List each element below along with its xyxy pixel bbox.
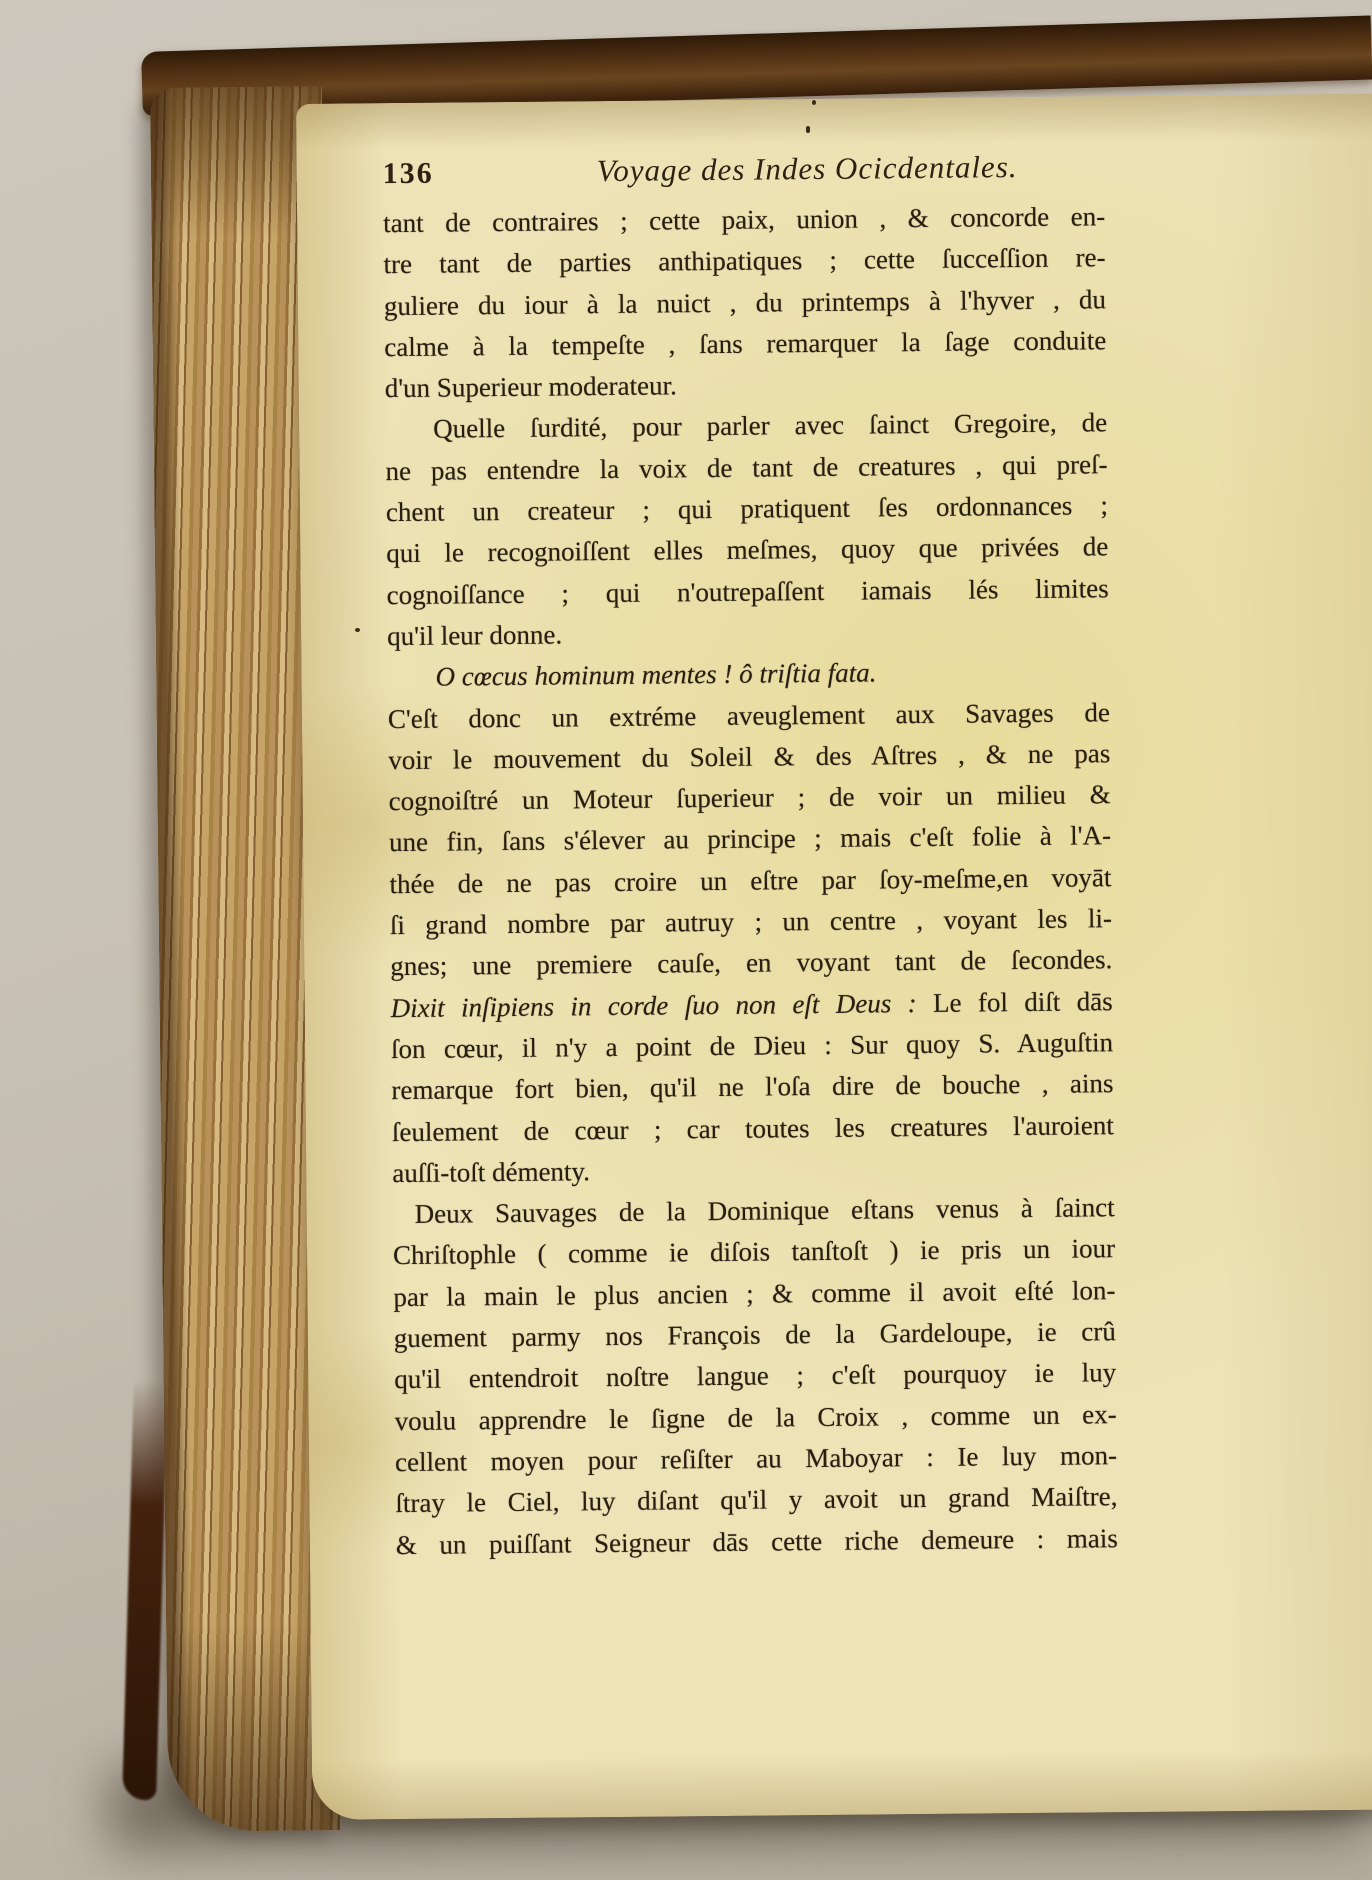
- text-line: [390, 981, 1112, 1029]
- text-segment: ſeulement de cœur ; car toutes les creatures l'auroient: [391, 1109, 1114, 1147]
- text-segment: guement parmy nos François de la Gardeloupe, ie crû: [393, 1316, 1116, 1354]
- text-line: [389, 774, 1111, 822]
- text-line: [395, 1435, 1117, 1483]
- text-line: [389, 816, 1111, 864]
- text-line: [387, 609, 1109, 657]
- text-line: [393, 1229, 1115, 1277]
- text-line: [388, 733, 1110, 781]
- ink-speck: [812, 100, 816, 105]
- text-line: [390, 898, 1112, 946]
- text-segment: Chriſtophle ( comme ie diſois tanſtoſt ) ie pris un iour: [392, 1233, 1116, 1271]
- text-line: [396, 1518, 1118, 1566]
- text-segment: cognoiſtré un Moteur ſuperieur ; de voir un milieu &: [388, 779, 1111, 817]
- book-cover-sliver: [122, 1380, 168, 1801]
- text-segment: une fin, ſans s'élever au principe ; mais c'eſt folie à l'A-: [388, 820, 1112, 858]
- text-segment: guliere du iour à la nuict , du printemps à l'hyver , du: [383, 283, 1107, 321]
- text-segment: calme à la tempeſte , ſans remarquer la ſage conduite: [384, 325, 1107, 363]
- text-segment: gnes; une premiere cauſe, en voyant tant de ſecondes.: [390, 944, 1113, 982]
- text-segment: Deux Sauvages de la Dominique eſtans venus à ſainct: [414, 1192, 1115, 1230]
- text-line: [385, 403, 1107, 451]
- text-line: [387, 650, 1109, 698]
- text-segment: par la main le plus ancien ; & comme il avoit eſté lon-: [393, 1274, 1116, 1312]
- text-line: [395, 1476, 1117, 1524]
- text-segment: voulu apprendre le ſigne de la Croix , comme un ex-: [394, 1398, 1117, 1436]
- text-line: [385, 361, 1107, 409]
- text-line: [384, 279, 1106, 327]
- text-line: [384, 320, 1106, 368]
- running-title: Voyage des Indes Ocicdentales.: [596, 149, 1018, 189]
- text-segment: & un puiſſant Seigneur dās cette riche demeure : mais: [395, 1522, 1118, 1560]
- text-segment: thée de ne pas croire un eſtre par ſoy-meſme,en voyāt: [389, 861, 1112, 899]
- text-line: [391, 1063, 1113, 1111]
- text-segment: tant de contraires ; cette paix, union , & concorde en-: [383, 201, 1106, 239]
- text-segment: d'un Superieur moderateur.: [384, 370, 677, 404]
- text-line: [392, 1187, 1114, 1235]
- text-segment: cognoiſſance ; qui n'outrepaſſent iamais lés limites: [386, 572, 1109, 610]
- text-segment: ſtray le Ciel, luy diſant qu'il y avoit un grand Maiſtre,: [395, 1481, 1118, 1519]
- text-segment: Quelle ſurdité, pour parler avec ſainct Gregoire, de: [432, 407, 1108, 445]
- text-segment: qui le recognoiſſent elles meſmes, quoy que privées de: [386, 531, 1109, 569]
- text-line: [392, 1105, 1114, 1153]
- text-line: [386, 485, 1108, 533]
- text-segment: Le fol diſt dās: [932, 985, 1113, 1018]
- text-segment: voir le mouvement du Soleil & des Aſtres , & ne pas: [388, 738, 1111, 776]
- text-line: [386, 527, 1108, 575]
- text-line: [383, 196, 1105, 244]
- text-segment: remarque fort bien, qu'il ne l'oſa dire de bouche , ains: [391, 1068, 1114, 1106]
- ink-speck: [355, 628, 360, 632]
- latin-italic-segment: Dixit inſipiens in corde ſuo non eſt Deus :: [390, 987, 934, 1023]
- latin-italic-segment: O cœcus hominum mentes ! ô triſtia fata.: [435, 657, 877, 692]
- text-line: [390, 940, 1112, 988]
- page-number: 136: [382, 156, 434, 191]
- text-line: [385, 444, 1107, 492]
- text-line: [383, 238, 1105, 286]
- text-line: [389, 857, 1111, 905]
- book-page: [296, 94, 1372, 1820]
- text-line: [394, 1311, 1116, 1359]
- text-segment: cellent moyen pour reſiſter au Maboyar : Ie luy mon-: [394, 1440, 1118, 1478]
- text-line: [394, 1352, 1116, 1400]
- text-segment: chent un createur ; qui pratiquent ſes ordonnances ;: [385, 490, 1109, 528]
- text-line: [393, 1270, 1115, 1318]
- ink-speck: [806, 126, 810, 133]
- text-segment: C'eſt donc un extréme aveuglement aux Savages de: [387, 696, 1111, 734]
- page-header: [382, 148, 1104, 191]
- body-text: [383, 196, 1118, 1566]
- text-line: [387, 568, 1109, 616]
- text-segment: qu'il entendroit noſtre langue ; c'eſt pourquoy ie luy: [394, 1357, 1117, 1395]
- text-segment: ne pas entendre la voix de tant de creatures , qui preſ-: [385, 449, 1108, 486]
- text-segment: ſon cœur, il n'y a point de Dieu : Sur quoy S. Auguſtin: [390, 1027, 1114, 1065]
- text-segment: tre tant de parties anthipatiques ; cette ſucceſſion re-: [383, 242, 1106, 280]
- text-line: [391, 1022, 1113, 1070]
- text-segment: auſſi-toſt démenty.: [392, 1156, 591, 1188]
- text-segment: qu'il leur donne.: [386, 619, 563, 652]
- text-line: [388, 692, 1110, 740]
- text-line: [394, 1394, 1116, 1442]
- text-segment: ſi grand nombre par autruy ; un centre , voyant les li-: [389, 903, 1112, 941]
- text-line: [392, 1146, 1114, 1194]
